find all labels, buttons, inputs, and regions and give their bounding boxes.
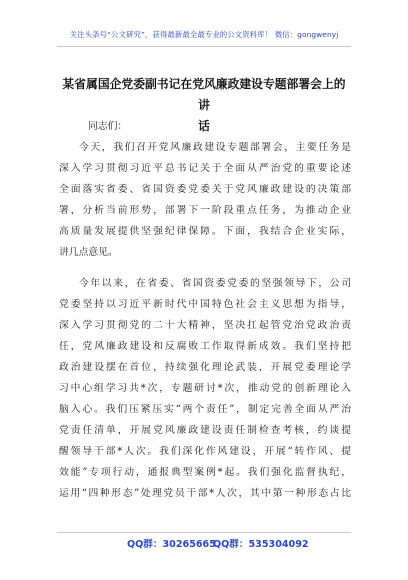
paragraph-line: 署，分析当前形势，部署下一阶段重点任务，为推动企业 (59, 205, 351, 216)
paragraph-line: 效能”专项行动，通报典型案例*起。我们强化监督执纪， (59, 467, 351, 478)
paragraph-1 (59, 137, 351, 263)
greeting: 同志们： (88, 121, 128, 132)
paragraph-line: 任，党风廉政建设和反腐败工作取得新成效。我们坚持把 (59, 341, 351, 352)
paragraph-line: 政治建设摆在首位，持续强化理论武装，开展党委理论学 (59, 362, 351, 373)
paragraph-line: 党委坚持以习近平新时代中国特色社会主义思想为指导， (59, 299, 351, 310)
paragraph-line: 深入学习贯彻习近平总书记关于全面从严治党的重要论述 (59, 163, 351, 174)
footer-qq-right: QQ群：535304092 (213, 539, 309, 550)
title-line: 某省属国企党委副书记在党风廉政建设专题部署会上的讲 (62, 77, 346, 112)
paragraph-line: 今年以来，在省委、省国资委党委的坚强领导下，公司 (79, 278, 351, 289)
header-banner: 关注头条号“公文研究”，获得最新最全最专业的公文资料库！ 微信：gongwenyj (69, 30, 339, 39)
paragraph-line: 脑入心。我们压紧压实“两个责任”，制定完善全面从严治 (59, 404, 351, 415)
paragraph-line: 深入学习贯彻党的二十大精神，坚决扛起管党治党政治责 (59, 320, 351, 331)
paragraph-2 (59, 273, 351, 504)
paragraph-line: 党责任清单，开展党风廉政建设责任制检查考核，约谈提 (59, 425, 351, 436)
header-divider (57, 46, 351, 47)
paragraph-line: 今天，我们召开党风廉政建设专题部署会，主要任务是 (79, 142, 351, 153)
footer-qq-left: QQ群：30265665 (127, 539, 216, 550)
paragraph-line: 醒领导干部*人次。我们深化作风建设，开展“转作风、提 (59, 446, 351, 457)
paragraph-line: 高质量发展提供坚强纪律保障。下面，我结合企业实际， (59, 226, 351, 237)
paragraph-line: 习中心组学习共*次，专题研讨*次，推动党的创新理论入 (59, 383, 351, 394)
paragraph-line: 运用“四种形态”处理党员干部*人次，其中第一种形态占比 (59, 488, 351, 499)
title-line: 话 (198, 119, 210, 133)
paragraph-line: 讲几点意见。 (59, 247, 118, 258)
footer-divider (57, 532, 351, 533)
paragraph-line: 全面落实省委、省国资委党委关于党风廉政建设的决策部 (59, 184, 351, 195)
